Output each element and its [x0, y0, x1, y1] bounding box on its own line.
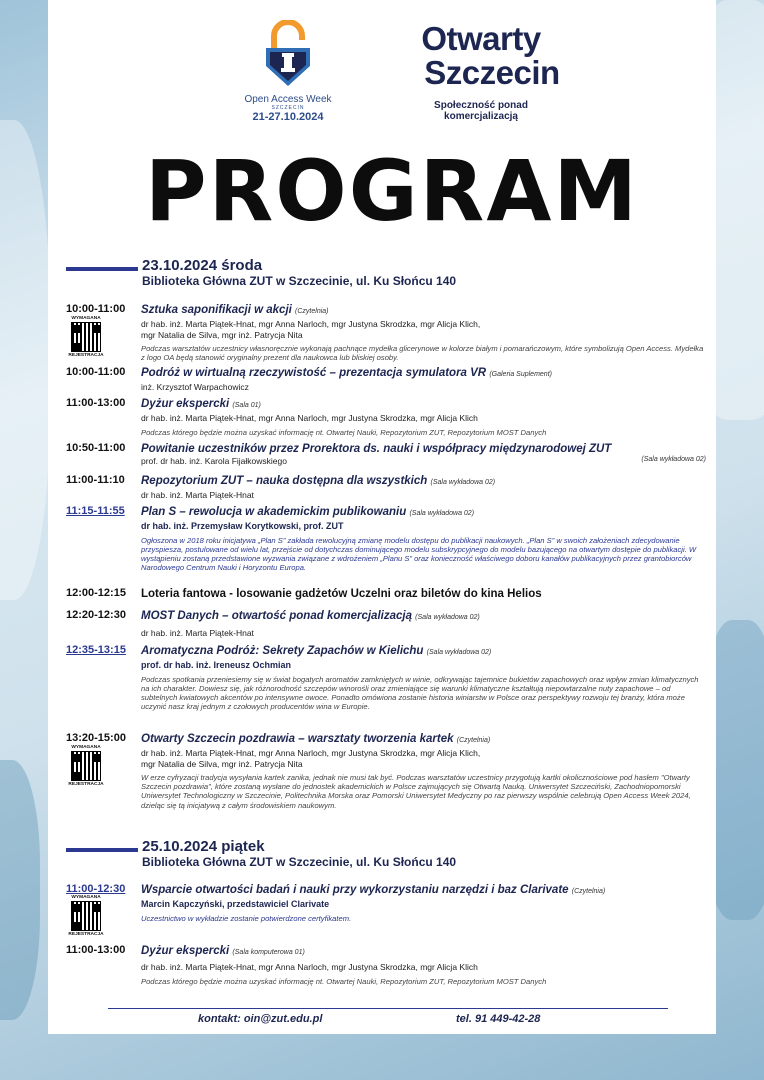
event-speakers: dr hab. inż. Marta Piątek-Hnat, mgr Anna Narloch, mgr Justyna Skrodzka, mgr Alicja Klich — [141, 962, 478, 972]
event-room: (Sala wykładowa 02) — [409, 510, 475, 517]
event-room: (Sala wykładowa 02) — [426, 649, 492, 656]
event-item — [66, 587, 706, 601]
event-item — [66, 505, 706, 572]
day-header-2 — [66, 838, 706, 870]
event-description: Podczas którego będzie można uzyskać informację nt. Otwartej Nauki, Repozytorium ZUT, Repozytorium MOST Danych — [141, 976, 547, 986]
divider-bar — [66, 267, 138, 271]
day-location: Biblioteka Główna ZUT w Szczecinie, ul. Ku Słońcu 140 — [142, 274, 457, 288]
event-speakers: inż. Krzysztof Warpachowicz — [141, 382, 249, 392]
logo-line-2: Szczecin — [424, 54, 560, 91]
day-date: 23.10.2024 środa — [142, 257, 263, 274]
event-item — [66, 883, 706, 923]
day-location: Biblioteka Główna ZUT w Szczecinie, ul. Ku Słońcu 140 — [142, 855, 457, 869]
qr-label-top: WYMAGANA — [71, 745, 101, 750]
page-title: PROGRAM — [145, 142, 639, 240]
qr-label-bottom: REJESTRACJA — [68, 782, 104, 787]
event-speakers: dr hab. inż. Przemysław Korytkowski, prof. ZUT — [141, 521, 344, 531]
event-speakers: Marcin Kapczyński, przedstawiciel Clarivate — [141, 899, 330, 909]
event-description: Ogłoszona w 2018 roku inicjatywa „Plan S” zakłada rewolucyjną zmianę modelu dostępu do publikacji naukowych. „Plan S” w swoich założeniach zdecydowanie przyspiesza, postulowane od wielu lat, przejście od dotychczas dominującego modelu subskrypcyjnego do modelu bazującego na otwartym dostępie do publikacji. W wystąpieniu zostaną przedstawione wyzwania związane z wdrożeniem „Planu S” oraz konieczność właściwego doboru kanałów publikacyjnych przez grantobiorców Narodowego Centrum Nauki i Horyzontu Europa. — [141, 535, 697, 573]
event-room: (Sala komputerowa 01) — [232, 949, 305, 956]
event-time: 11:00-11:10 — [66, 474, 125, 486]
event-time: 10:00-11:00 — [66, 366, 126, 378]
registration-qr[interactable] — [68, 316, 104, 358]
event-title: Aromatyczna Podróż: Sekrety Zapachów w Kielichu — [141, 645, 424, 657]
event-item — [66, 366, 706, 393]
qr-code-icon — [71, 322, 101, 352]
event-time-link[interactable]: 11:00-12:30 — [66, 883, 126, 895]
event-time: 10:50-11:00 — [66, 442, 126, 454]
event-speakers: prof. dr hab. inż. Ireneusz Ochmian — [141, 660, 292, 670]
footer-divider — [108, 1008, 668, 1009]
event-time: 12:20-12:30 — [66, 609, 126, 621]
event-title: Otwarty Szczecin pozdrawia – warsztaty tworzenia kartek — [141, 733, 454, 745]
event-room: (Sala wykładowa 02) — [415, 614, 480, 621]
event-time: 11:00-13:00 — [66, 397, 126, 409]
event-time: 13:20-15:00 — [66, 732, 126, 744]
event-speakers: prof. dr hab. inż. Karola Fijałkowskiego — [141, 456, 287, 466]
event-time: 11:00-13:00 — [66, 944, 126, 956]
event-room: (Sala wykładowa 02) — [641, 456, 706, 463]
footer-phone[interactable]: tel. 91 449-42-28 — [456, 1013, 541, 1025]
event-speakers: dr hab. inż. Marta Piątek-Hnat, mgr Anna Narloch, mgr Justyna Skrodzka, mgr Alicja Klich, — [141, 319, 481, 329]
day-date: 25.10.2024 piątek — [142, 838, 265, 855]
footer-email[interactable]: kontakt: oin@zut.edu.pl — [198, 1013, 323, 1025]
event-room: (Czytelnia) — [295, 308, 329, 315]
event-speakers: dr hab. inż. Marta Piątek-Hnat — [141, 628, 254, 638]
event-time: 10:00-11:00 — [66, 303, 126, 315]
open-access-lock-icon — [260, 20, 316, 92]
event-description: Podczas warsztatów uczestnicy własnoręcznie wykonają pachnące mydełka glicerynowe w kolorze białym i pomarańczowym, które symbolizują Open Access. Mydełka z logo OA będą stanowić oryginalny prezent dla naukowca lub bliskiej osoby. — [141, 344, 704, 363]
event-time-link[interactable]: 11:15-11:55 — [66, 505, 125, 517]
event-room: (Sala wykładowa 02) — [430, 479, 496, 486]
program-sheet — [48, 0, 716, 1034]
event-title: Dyżur ekspercki — [141, 398, 230, 410]
qr-label-bottom: REJESTRACJA — [68, 353, 104, 358]
event-time: 12:00-12:15 — [66, 587, 126, 599]
event-speakers-cont: mgr Natalia de Silva, mgr inż. Patrycja Nita — [141, 758, 303, 769]
event-title: Dyżur ekspercki — [141, 945, 230, 957]
divider-bar — [66, 848, 138, 852]
event-item — [66, 732, 706, 810]
event-speakers: dr hab. inż. Marta Piątek-Hnat, mgr Anna Narloch, mgr Justyna Skrodzka, mgr Alicja Klich, — [141, 748, 481, 758]
event-title: Plan S – rewolucja w akademickim publikowaniu — [141, 506, 407, 518]
qr-code-icon — [71, 751, 101, 781]
event-speakers: dr hab. inż. Marta Piątek-Hnat — [141, 490, 254, 500]
event-title: MOST Danych – otwartość ponad komercjalizacją — [141, 610, 412, 622]
background-decoration — [0, 760, 40, 1020]
event-title: Loteria fantowa - losowanie gadżetów Uczelni oraz biletów do kina Helios — [141, 588, 542, 600]
event-title: Wsparcie otwartości badań i nauki przy wykorzystaniu narzędzi i baz Clarivate — [141, 884, 569, 896]
event-speakers: dr hab. inż. Marta Piątek-Hnat, mgr Anna Narloch, mgr Justyna Skrodzka, mgr Alicja Klich — [141, 413, 478, 423]
oa-title: Open Access Week — [244, 94, 332, 105]
event-item — [66, 644, 706, 711]
event-room: (Czytelnia) — [456, 737, 491, 744]
event-description: W erze cyfryzacji tradycja wysyłania kartek zanika, jednak nie musi tak być. Podczas warsztatów uczestnicy przygotują kartki okolicznościowe pod hasłem "Otwarty Szczecin pozdrawia", które zostaną wysłane do jednostek akademickich w Polsce zajmujących się Otwartą Nauką. Uniwersytet Szczeciński, Zachodniopomorski Uniwersytet Technologiczny w Szczecinie, Politechnika Morska oraz Pomorski Uniwersytet Medyczny po raz pierwszy wspólnie celebrują Open Access Week 2024, dzieląc się tą inicjatywą z całym środowiskiem naukowym. — [141, 773, 691, 810]
day-header-1 — [66, 257, 706, 289]
oa-dates: 21-27.10.2024 — [252, 111, 324, 123]
qr-code-icon — [71, 901, 101, 931]
event-item — [66, 474, 706, 501]
event-item — [66, 442, 706, 467]
qr-label-top: WYMAGANA — [71, 316, 101, 321]
event-time-link[interactable]: 12:35-13:15 — [66, 644, 126, 656]
event-title: Repozytorium ZUT – nauka dostępna dla wszystkich — [141, 475, 428, 487]
event-description: Podczas którego będzie można uzyskać informację nt. Otwartej Nauki, Repozytorium ZUT, Repozytorium MOST Danych — [141, 427, 547, 437]
event-item — [66, 303, 706, 362]
registration-qr[interactable] — [68, 895, 104, 937]
event-title: Podróż w wirtualną rzeczywistość – prezentacja symulatora VR — [141, 367, 487, 379]
event-item — [66, 397, 706, 437]
qr-label-bottom: REJESTRACJA — [68, 932, 104, 937]
qr-label-top: WYMAGANA — [71, 895, 101, 900]
event-room: (Galeria Suplement) — [489, 371, 552, 378]
open-access-week-logo — [228, 20, 348, 123]
event-room: (Czytelnia) — [571, 888, 606, 895]
event-speakers-cont: mgr Natalia de Silva, mgr inż. Patrycja Nita — [141, 329, 303, 340]
oa-city: SZCZECIN — [271, 105, 305, 111]
event-description: Podczas spotkania przeniesiemy się w świat bogatych aromatów zamkniętych w winie, odkrywając tajemnice bukietów zapachowych oraz wpływ zmian klimatycznych na ich charakter. Dowiesz się, jak różnorodność szczepów winorośli oraz zmieniające się warunki klimatyczne kształtują niepowtarzalne nuty zapachowe – od subtelnych kwiatowych akcentów po intensywne owoce. Ponadto omówiona zostanie historia winiarstw w Polsce oraz perspektywy rozwoju tej branży, która może uczynić nasz kraj jednym z czołowych producentów wina w Europie. — [141, 674, 699, 712]
registration-qr[interactable] — [68, 745, 104, 787]
event-room: (Sala 01) — [232, 402, 261, 409]
event-item — [66, 944, 706, 986]
otwarty-szczecin-logo — [396, 22, 566, 122]
logo-tagline: Społeczność ponad komercjalizacją — [434, 100, 528, 122]
logo-line-1: Otwarty — [421, 20, 541, 57]
event-description: Uczestnictwo w wykładzie zostanie potwierdzone certyfikatem. — [141, 913, 352, 923]
event-title: Sztuka saponifikacji w akcji — [141, 304, 292, 316]
event-item — [66, 609, 706, 639]
background-decoration — [0, 120, 50, 600]
event-title: Powitanie uczestników przez Prorektora ds. nauki i współpracy międzynarodowej ZUT — [141, 443, 612, 455]
